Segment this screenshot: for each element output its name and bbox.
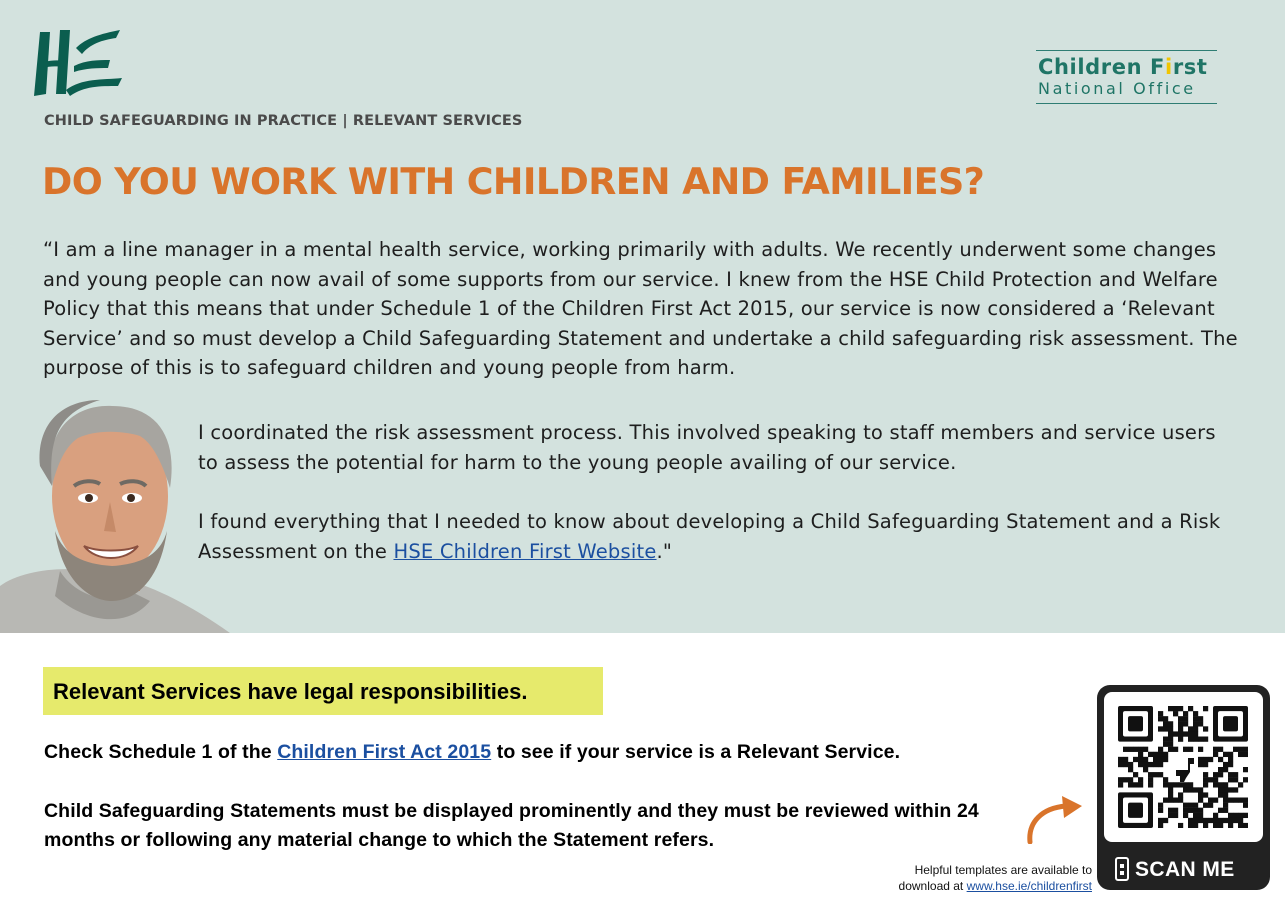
scan-me-label: SCAN ME	[1135, 858, 1235, 881]
qr-module	[1158, 726, 1163, 731]
qr-module	[1213, 777, 1218, 782]
qr-module	[1223, 798, 1228, 803]
qr-module	[1128, 747, 1133, 752]
quote-paragraph-3: I found everything that I needed to know about developing a Child Safeguarding Statement and a Risk Assessment on the HSE Children First Website."	[198, 510, 1221, 563]
qr-module	[1173, 813, 1178, 818]
qr-module	[1128, 767, 1133, 772]
qr-module	[1168, 792, 1173, 797]
qr-module	[1163, 716, 1168, 721]
qr-module	[1128, 762, 1133, 767]
page-subtitle: CHILD SAFEGUARDING IN PRACTICE | RELEVANT SERVICES	[44, 113, 523, 129]
qr-module	[1168, 813, 1173, 818]
qr-module	[1203, 737, 1208, 742]
qr-module	[1178, 798, 1183, 803]
qr-module	[1238, 823, 1243, 828]
qr-module	[1188, 706, 1193, 711]
qr-module	[1183, 747, 1188, 752]
qr-module	[1163, 757, 1168, 762]
qr-module	[1178, 782, 1183, 787]
qr-module	[1243, 798, 1248, 803]
qr-module	[1193, 818, 1198, 823]
qr-module	[1163, 752, 1168, 757]
legal-responsibilities-heading: Relevant Services have legal responsibilities.	[53, 679, 528, 704]
qr-module	[1168, 726, 1173, 731]
phone-icon	[1115, 857, 1129, 881]
qr-module	[1243, 813, 1248, 818]
qr-module	[1213, 798, 1218, 803]
qr-module	[1118, 777, 1123, 782]
qr-module	[1238, 818, 1243, 823]
qr-module	[1198, 808, 1203, 813]
qr-module	[1193, 731, 1198, 736]
qr-module	[1213, 813, 1218, 818]
qr-module	[1158, 823, 1163, 828]
qr-module	[1168, 737, 1173, 742]
qr-module	[1148, 772, 1153, 777]
qr-module	[1203, 818, 1208, 823]
qr-module	[1178, 737, 1183, 742]
qr-module	[1183, 813, 1188, 818]
qr-module	[1203, 762, 1208, 767]
qr-module	[1198, 792, 1203, 797]
qr-module	[1163, 737, 1168, 742]
qr-module	[1118, 757, 1123, 762]
qr-module	[1168, 787, 1173, 792]
qr-module	[1223, 803, 1228, 808]
qr-module	[1163, 818, 1168, 823]
qr-module	[1173, 731, 1178, 736]
qr-module	[1233, 818, 1238, 823]
qr-module	[1203, 772, 1208, 777]
qr-module	[1168, 782, 1173, 787]
qr-module	[1233, 777, 1238, 782]
qr-module	[1173, 747, 1178, 752]
qr-module	[1163, 777, 1168, 782]
qr-module	[1198, 716, 1203, 721]
qr-module	[1213, 747, 1218, 752]
qr-module	[1133, 747, 1138, 752]
qr-module	[1158, 772, 1163, 777]
qr-module	[1178, 792, 1183, 797]
qr-module	[1123, 757, 1128, 762]
qr-module	[1163, 798, 1168, 803]
statements-requirement: Child Safeguarding Statements must be displayed prominently and they must be reviewed within 24 months or following any material change to which the Statement refers.	[44, 800, 979, 851]
qr-module	[1168, 808, 1173, 813]
qr-module	[1158, 762, 1163, 767]
qr-module	[1228, 772, 1233, 777]
qr-module	[1193, 721, 1198, 726]
qr-module	[1228, 818, 1233, 823]
qr-module	[1123, 747, 1128, 752]
qr-module	[1118, 762, 1123, 767]
qr-module	[1158, 716, 1163, 721]
qr-module	[1138, 747, 1143, 752]
qr-module	[1193, 813, 1198, 818]
portrait-photo	[0, 396, 230, 633]
qr-module	[1218, 747, 1223, 752]
qr-module	[1193, 823, 1198, 828]
qr-module	[1138, 762, 1143, 767]
qr-module	[1188, 737, 1193, 742]
quote-paragraph-1: “I am a line manager in a mental health service, working primarily with adults. We recently underwent some changes and young people can now avail of some supports from our service. I knew from the HSE Child Protection and Welfare Policy that this means that under Schedule 1 of the Children First Act 2015, our service is now considered a ‘Relevant Service’ and so must develop a Child Safeguarding Statement and undertake a child safeguarding risk assessment. The purpose of this is to safeguard children and young people from harm.	[43, 238, 1238, 379]
qr-module	[1218, 782, 1223, 787]
qr-module	[1183, 731, 1188, 736]
qr-module	[1183, 787, 1188, 792]
qr-module	[1203, 782, 1208, 787]
qr-module	[1223, 787, 1228, 792]
headline: DO YOU WORK WITH CHILDREN AND FAMILIES?	[42, 160, 985, 203]
qr-module	[1173, 798, 1178, 803]
qr-module	[1213, 752, 1218, 757]
qr-module	[1238, 747, 1243, 752]
qr-module	[1223, 762, 1228, 767]
qr-module	[1198, 757, 1203, 762]
qr-module	[1223, 767, 1228, 772]
children-first-act-link[interactable]: Children First Act 2015	[277, 741, 492, 763]
qr-module	[1133, 772, 1138, 777]
qr-module	[1233, 787, 1238, 792]
qr-module	[1238, 782, 1243, 787]
children-first-logo	[1036, 50, 1217, 104]
qr-module	[1223, 752, 1228, 757]
qr-module	[1188, 726, 1193, 731]
qr-module	[1188, 747, 1193, 752]
qr-module	[1158, 752, 1163, 757]
qr-module	[1213, 823, 1218, 828]
qr-module	[1188, 803, 1193, 808]
qr-module	[1193, 803, 1198, 808]
qr-module	[1198, 813, 1203, 818]
qr-module	[1228, 777, 1233, 782]
qr-module	[1203, 757, 1208, 762]
qr-module	[1198, 787, 1203, 792]
qr-module	[1218, 792, 1223, 797]
qr-module	[1168, 747, 1173, 752]
qr-module	[1123, 777, 1128, 782]
qr-module	[1233, 813, 1238, 818]
qr-module	[1243, 777, 1248, 782]
qr-module	[1208, 818, 1213, 823]
qr-module	[1208, 757, 1213, 762]
qr-module	[1188, 808, 1193, 813]
qr-module	[1168, 742, 1173, 747]
qr-module	[1183, 711, 1188, 716]
hse-children-first-website-link[interactable]: HSE Children First Website	[393, 539, 657, 563]
qr-module	[1188, 823, 1193, 828]
qr-module	[1243, 767, 1248, 772]
qr-module	[1243, 752, 1248, 757]
qr-module	[1208, 798, 1213, 803]
qr-module	[1203, 726, 1208, 731]
qr-module	[1203, 706, 1208, 711]
qr-module	[1193, 737, 1198, 742]
qr-module	[1208, 803, 1213, 808]
qr-module	[1218, 767, 1223, 772]
qr-module	[1168, 731, 1173, 736]
qr-module	[1238, 752, 1243, 757]
curved-arrow-icon	[1022, 792, 1086, 844]
qr-module	[1148, 762, 1153, 767]
qr-module	[1193, 711, 1198, 716]
qr-module	[1218, 808, 1223, 813]
qr-module	[1188, 818, 1193, 823]
qr-module	[1138, 782, 1143, 787]
qr-module	[1183, 716, 1188, 721]
qr-module	[1143, 767, 1148, 772]
qr-module	[1193, 716, 1198, 721]
qr-module	[1188, 731, 1193, 736]
qr-dinosaur-icon	[1176, 758, 1194, 782]
qr-module	[1158, 818, 1163, 823]
hse-logo	[30, 24, 130, 100]
qr-module	[1128, 777, 1133, 782]
qr-module	[1243, 747, 1248, 752]
qr-module	[1138, 777, 1143, 782]
qr-module	[1233, 772, 1238, 777]
qr-module	[1208, 777, 1213, 782]
qr-module	[1198, 737, 1203, 742]
qr-module	[1188, 782, 1193, 787]
qr-module	[1128, 782, 1133, 787]
qr-module	[1153, 752, 1158, 757]
quote-paragraph-2: I coordinated the risk assessment process. This involved speaking to staff members and service users to assess the potential for harm to the young people availing of our service.	[198, 421, 1216, 474]
qr-module	[1143, 747, 1148, 752]
qr-module	[1118, 782, 1123, 787]
qr-module	[1163, 782, 1168, 787]
qr-module	[1223, 818, 1228, 823]
qr-module	[1178, 726, 1183, 731]
qr-module	[1183, 808, 1188, 813]
qr-finder-square	[1128, 803, 1143, 818]
qr-module	[1218, 823, 1223, 828]
qr-module	[1193, 808, 1198, 813]
qr-module	[1173, 782, 1178, 787]
qr-module	[1148, 777, 1153, 782]
qr-module	[1123, 762, 1128, 767]
qr-module	[1238, 798, 1243, 803]
qr-module	[1213, 818, 1218, 823]
qr-module	[1148, 752, 1153, 757]
qr-module	[1218, 818, 1223, 823]
qr-module	[1218, 772, 1223, 777]
children-first-logo-title: Children First	[1038, 55, 1208, 79]
qr-module	[1218, 757, 1223, 762]
qr-module	[1178, 731, 1183, 736]
qr-module	[1193, 787, 1198, 792]
qr-module	[1158, 803, 1163, 808]
legal-responsibilities-banner	[43, 667, 603, 715]
qr-module	[1133, 757, 1138, 762]
qr-module	[1163, 726, 1168, 731]
qr-module	[1153, 762, 1158, 767]
qr-module	[1153, 772, 1158, 777]
qr-module	[1198, 818, 1203, 823]
qr-finder-square	[1223, 716, 1238, 731]
qr-module	[1158, 808, 1163, 813]
templates-note: Helpful templates are available to download at www.hse.ie/childrenfirst	[898, 863, 1092, 893]
qr-module	[1158, 711, 1163, 716]
qr-code-card[interactable]	[1097, 685, 1270, 890]
qr-module	[1243, 803, 1248, 808]
qr-module	[1173, 808, 1178, 813]
qr-module	[1233, 798, 1238, 803]
qr-module	[1168, 706, 1173, 711]
qr-module	[1148, 782, 1153, 787]
qr-module	[1228, 813, 1233, 818]
qr-module	[1133, 782, 1138, 787]
qr-finder-square	[1128, 716, 1143, 731]
qr-module	[1238, 813, 1243, 818]
qr-module	[1228, 752, 1233, 757]
children-first-logo-subtitle: National Office	[1038, 79, 1196, 98]
qr-module	[1203, 792, 1208, 797]
qr-module	[1213, 782, 1218, 787]
qr-module	[1173, 711, 1178, 716]
qr-module	[1178, 716, 1183, 721]
qr-module	[1138, 757, 1143, 762]
hse-childrenfirst-url-link[interactable]: www.hse.ie/childrenfirst	[966, 879, 1092, 893]
qr-module	[1203, 777, 1208, 782]
qr-module	[1228, 823, 1233, 828]
qr-module	[1203, 823, 1208, 828]
qr-module	[1153, 757, 1158, 762]
qr-module	[1223, 808, 1228, 813]
qr-module	[1178, 823, 1183, 828]
qr-module	[1173, 706, 1178, 711]
qr-module	[1228, 757, 1233, 762]
qr-module	[1158, 747, 1163, 752]
qr-module	[1243, 823, 1248, 828]
check-schedule-line: Check Schedule 1 of the Children First Act 2015 to see if your service is a Relevant Service.	[44, 741, 901, 763]
qr-module	[1188, 787, 1193, 792]
qr-module	[1143, 757, 1148, 762]
qr-module	[1168, 721, 1173, 726]
qr-module	[1193, 726, 1198, 731]
qr-module	[1198, 762, 1203, 767]
qr-module	[1183, 782, 1188, 787]
qr-module	[1183, 721, 1188, 726]
qr-code[interactable]	[1118, 706, 1248, 828]
qr-module	[1223, 792, 1228, 797]
qr-module	[1213, 772, 1218, 777]
qr-module	[1143, 762, 1148, 767]
qr-module	[1163, 721, 1168, 726]
qr-module	[1183, 803, 1188, 808]
qr-module	[1203, 803, 1208, 808]
qr-module	[1158, 757, 1163, 762]
qr-module	[1198, 798, 1203, 803]
qr-module	[1198, 721, 1203, 726]
qr-module	[1138, 752, 1143, 757]
qr-module	[1178, 721, 1183, 726]
qr-module	[1168, 798, 1173, 803]
qr-module	[1228, 787, 1233, 792]
qr-module	[1178, 706, 1183, 711]
qr-module	[1198, 747, 1203, 752]
qr-code-panel	[1104, 692, 1263, 842]
qr-module	[1233, 747, 1238, 752]
qr-module	[1218, 787, 1223, 792]
qr-module	[1228, 798, 1233, 803]
qr-module	[1228, 762, 1233, 767]
qr-module	[1223, 782, 1228, 787]
qr-module	[1163, 742, 1168, 747]
